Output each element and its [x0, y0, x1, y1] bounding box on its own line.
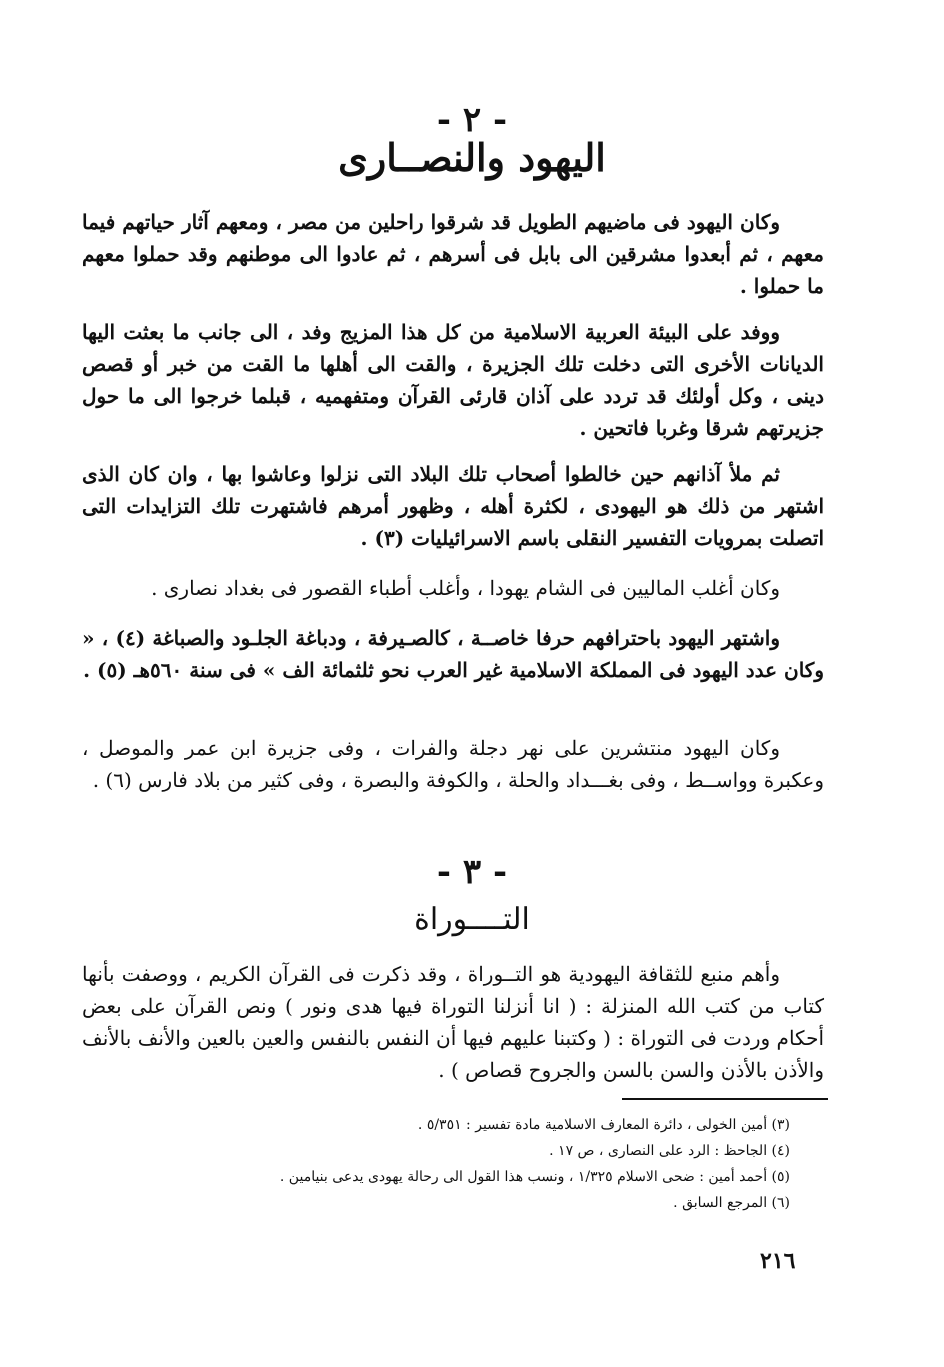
paragraph-4: وكان أغلب الماليين فى الشام يهودا ، وأغلب أطباء القصور فى بغداد نصارى .: [151, 576, 780, 600]
paragraph-7: وأهم منبع للثقافة اليهودية هو التــوراة ، وقد ذكرت فى القرآن الكريم ، ووصفت بأنها كتاب من كتب الله المنزلة : ( انا أنزلنا التوراة فيها هدى ونور ) ونص القرآن على بعض أحكام وردت فى التوراة : ( وكتبنا عليهم فيها أن النفس بالنفس والعين بالعين والأنف بالأنف والأذن بالأذن والسن بالسن والجروح قصاص ) .: [82, 962, 825, 1082]
footnotes-list: [110, 1112, 790, 1216]
footnote-4: (٤) الجاحظ : الرد على النصارى ، ص ١٧ .: [549, 1143, 790, 1159]
paragraph-2: ووفد على البيئة العربية الاسلامية من كل هذا المزيج وفد ، الى جانب ما بعثت اليها الديانات الأخرى التى دخلت تلك الجزيرة ، والقت الى أهلها ما القت من خبر أو قصص دينى ، وكل أولئك قد تردد على آذان قارئى القرآن ومتفهميه ، قبلما خرجوا الى ما حول جزيرتهم شرقا وغربا فاتحين .: [82, 320, 824, 440]
section-title-torah: التــــوراة: [414, 902, 530, 937]
section-number-2: - ٢ -: [436, 100, 508, 140]
section-number-3: - ٣ -: [436, 852, 508, 892]
footnote-6: (٦) المرجع السابق .: [673, 1195, 790, 1211]
paragraph-5: واشتهر اليهود باحترافهم حرفا خاصــة ، كالصـيرفة ، ودباغة الجلـود والصباغة (٤) ، « وكان عدد اليهود فى المملكة الاسلامية غير العرب نحو ثلثمائة الف » فى سنة ٥٦٠هـ (٥) .: [82, 626, 824, 682]
page-number: ٢١٦: [760, 1248, 796, 1274]
paragraph-1: وكان اليهود فى ماضيهم الطويل قد شرقوا راحلين من مصر ، ومعهم آثار حياتهم فيما معهم ، ثم أبعدوا مشرقين الى بابل فى أسرهم ، ثم عادوا الى موطنهم وقد حملوا معهم ما حملوا .: [82, 210, 824, 298]
footnote-5: (٥) أحمد أمين : ضحى الاسلام ١/٣٢٥ ، ونسب هذا القول الى رحالة يهودى يدعى بنيامين .: [279, 1169, 790, 1185]
footnote-divider: [622, 1098, 828, 1100]
section-title-jews-christians: اليهود والنصــارى: [338, 135, 606, 180]
paragraph-3: ثم ملأ آذانهم حين خالطوا أصحاب تلك البلاد التى نزلوا وعاشوا بها ، وان كان الذى اشتهر من ذلك هو اليهودى ، لكثرة أهله ، وظهور أمرهم فاشتهرت تلك التزايدات التى اتصلت بمرويات التفسير النقلى باسم الاسرائيليات (٣) .: [82, 462, 824, 550]
footnote-3: (٣) أمين الخولى ، دائرة المعارف الاسلامية مادة تفسير : ٥/٣٥١ .: [417, 1117, 790, 1133]
paragraph-6: وكان اليهود منتشرين على نهر دجلة والفرات ، وفى جزيرة ابن عمر والموصل ، وعكبرة وواســط ، وفى بغـــداد والحلة ، والكوفة والبصرة ، وفى كثير من بلاد فارس (٦) .: [82, 736, 824, 792]
